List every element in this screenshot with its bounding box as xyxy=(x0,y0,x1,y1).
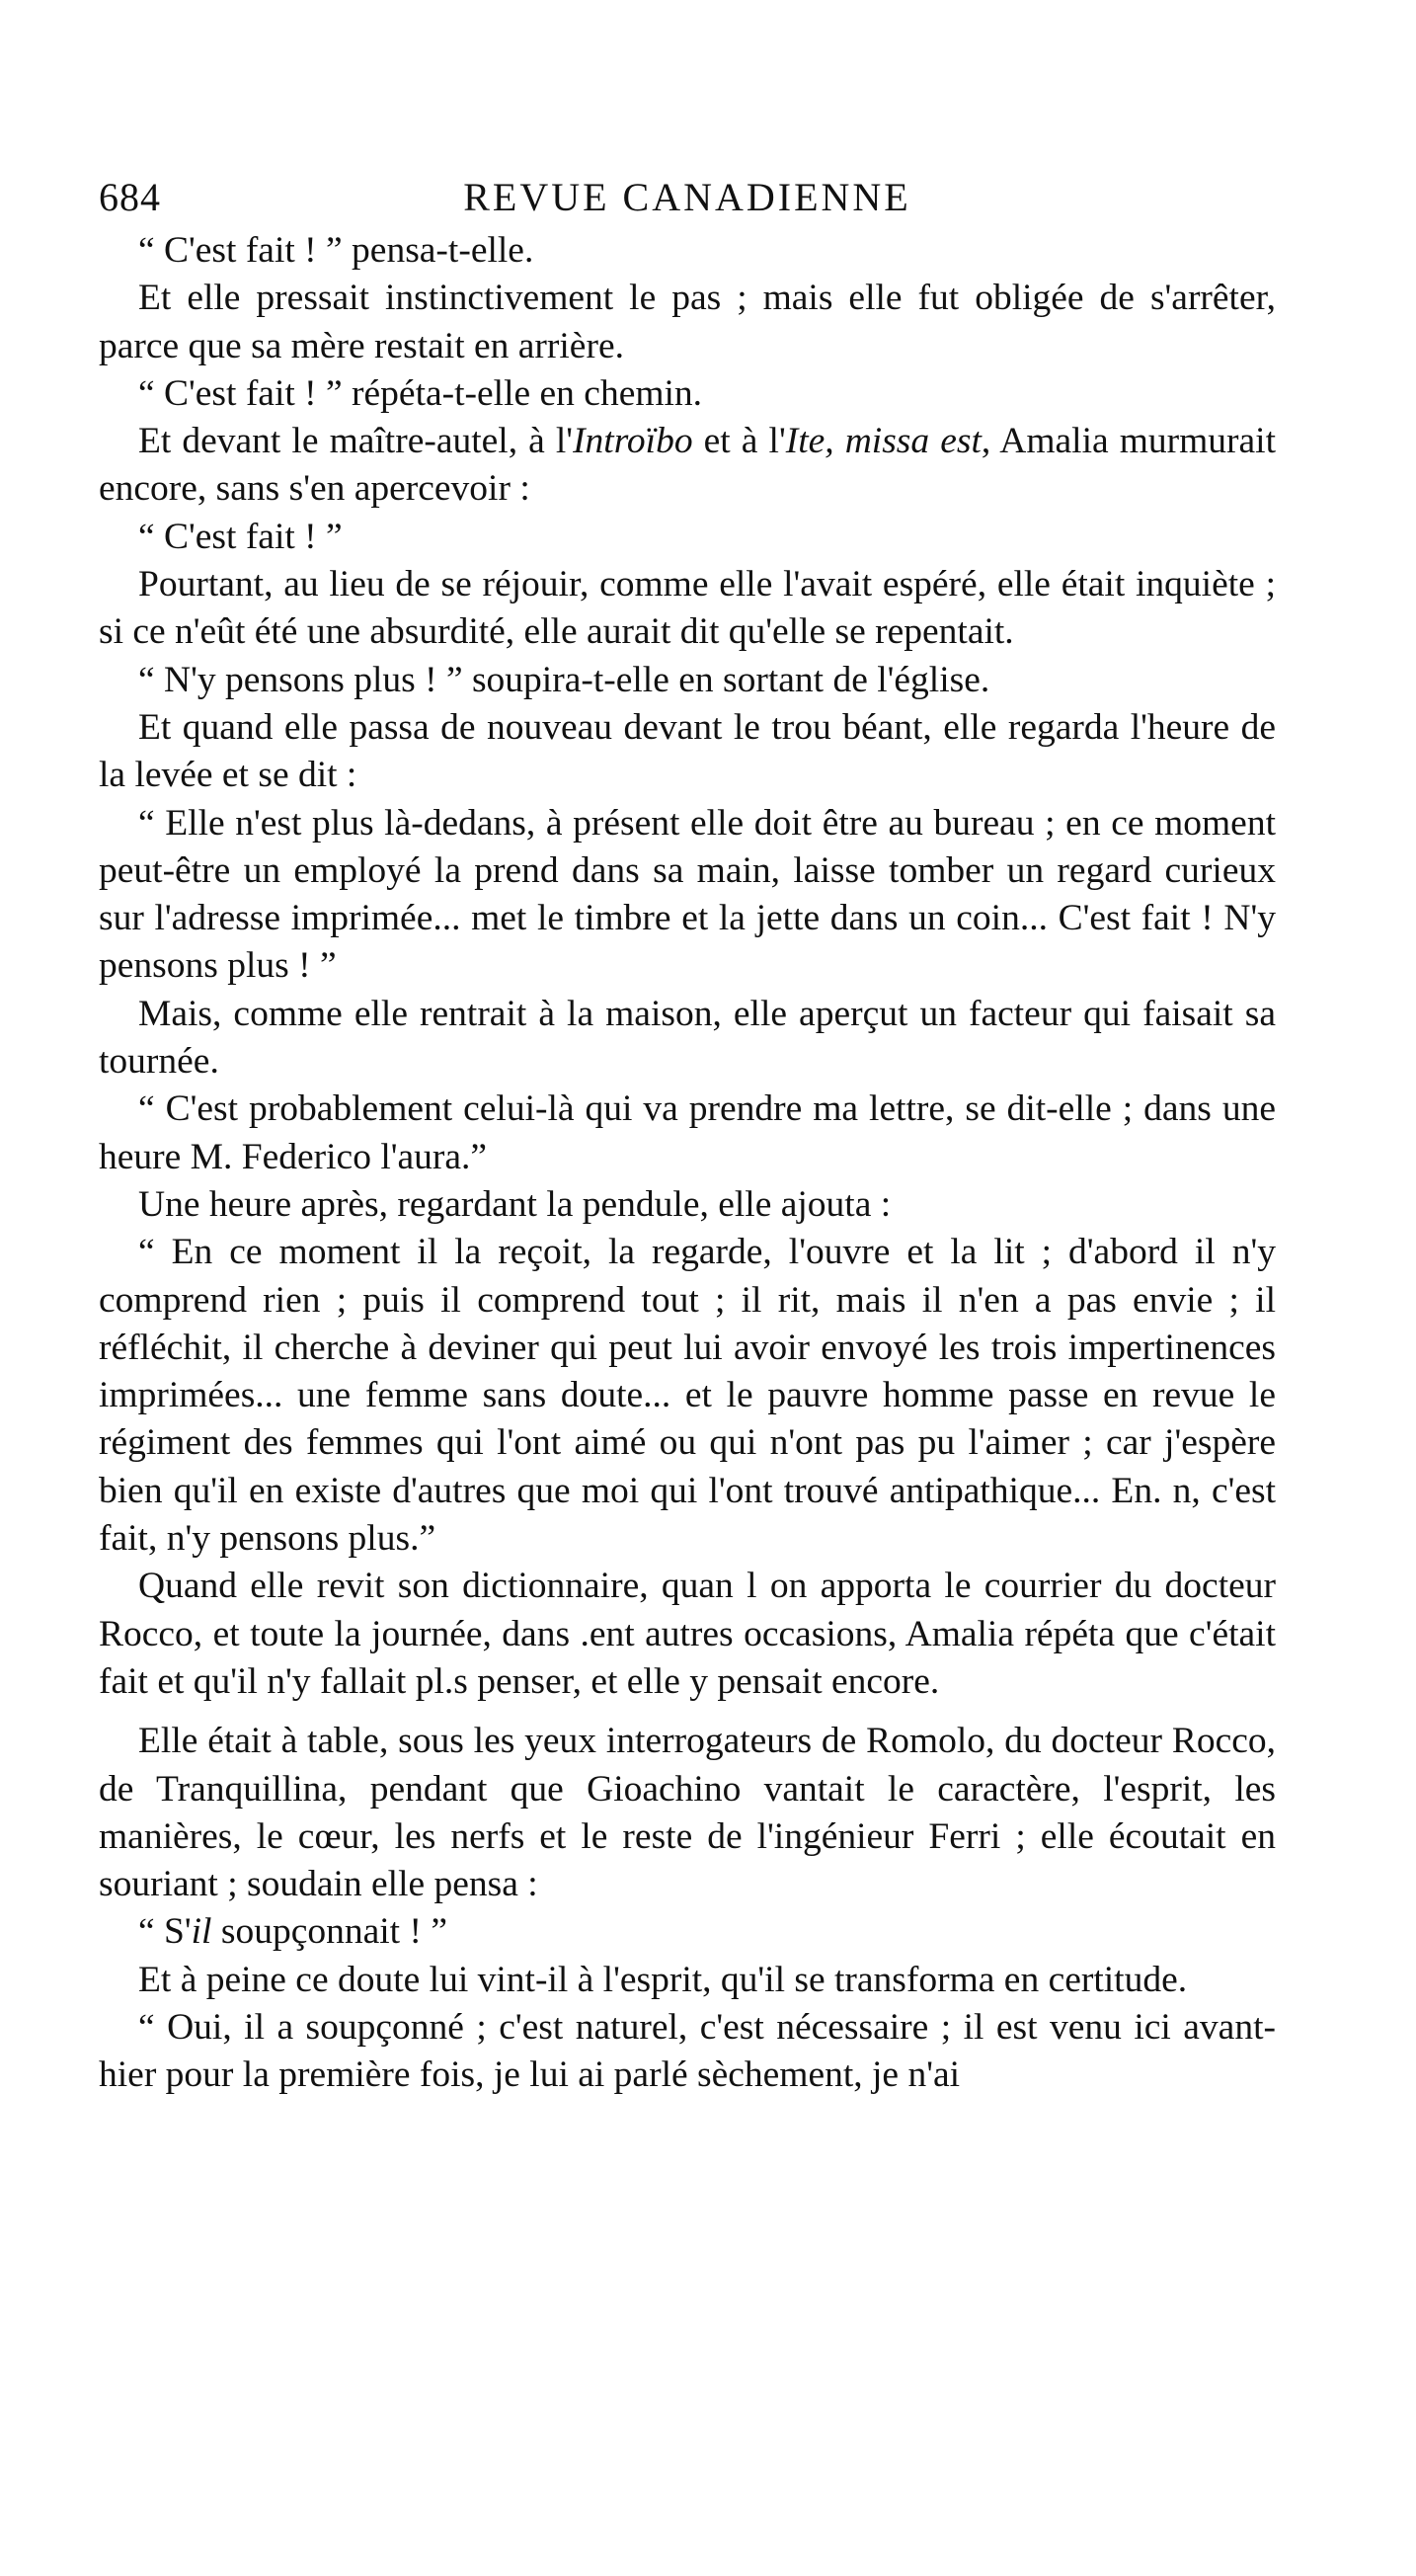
paragraph: “ En ce moment il la reçoit, la regarde, l'ouvre et la lit ; d'abord il n'y comprend rien ; puis il comprend tout ; il rit, mais il n'en a pas envie ; il réfléchit, il cherche à deviner qui peut lui avoir envoyé les trois impertinences imprimées... une femme sans doute... et le pauvre homme passe en revue le régiment des femmes qui l'ont aimé ou qui n'ont pas pu l'aimer ; car j'espère bien qu'il en existe d'autres que moi qui l'ont trouvé antipathique... En. n, c'est fait, n'y pensons plus.” xyxy=(99,1232,1276,1560)
paragraph: “ Elle n'est plus là-dedans, à présent elle doit être au bureau ; en ce moment peut-être un employé la prend dans sa main, laisse tomber un regard curieux sur l'adresse imprimée... met le timbre et la jette dans un coin... C'est fait ! N'y pensons plus ! ” xyxy=(99,802,1276,987)
paragraph: Et quand elle passa de nouveau devant le trou béant, elle regarda l'heure de la levée et se dit : xyxy=(99,706,1276,796)
paragraph: Elle était à table, sous les yeux interrogateurs de Romolo, du docteur Rocco, de Tranquillina, pendant que Gioachino vantait le caractère, l'esprit, les manières, le cœur, les nerfs et le reste de l'ingénieur Ferri ; elle écoutait en souriant ; soudain elle pensa : xyxy=(99,1721,1276,1905)
text-run: “ S' xyxy=(138,1911,192,1953)
paragraph: “ C'est fait ! ” répéta-t-elle en chemin. xyxy=(138,372,703,414)
paragraph: “ C'est fait ! ” xyxy=(138,516,343,557)
text-run: Et devant le maître-autel, à l' xyxy=(138,421,574,462)
paragraph: “ N'y pensons plus ! ” soupira-t-elle en sortant de l'église. xyxy=(138,659,990,700)
paragraph: Pourtant, au lieu de se réjouir, comme elle l'avait espéré, elle était inquiète ; si ce n'eût été une absurdité, elle aurait dit qu'elle se repentait. xyxy=(99,564,1276,653)
running-title: REVUE CANADIENNE xyxy=(463,175,911,219)
text-run: soupçonnait ! ” xyxy=(211,1911,447,1953)
page-number: 684 xyxy=(99,175,161,219)
document-page xyxy=(99,166,1276,2100)
text-run: et à l' xyxy=(692,421,786,462)
paragraph xyxy=(99,1908,1276,1956)
paragraph: Quand elle revit son dictionnaire, quan l on apporta le courrier du docteur Rocco, et toute la journée, dans .ent autres occasions, Amalia répéta que c'était fait et qu'il n'y fallait pl.s penser, et elle y pensait encore. xyxy=(99,1566,1276,1702)
text-run: , Amalia murmurait encore, sans s'en apercevoir : xyxy=(99,421,1276,510)
italic-text: Introïbo xyxy=(573,421,693,462)
paragraph: Une heure après, regardant la pendule, elle ajouta : xyxy=(138,1183,892,1225)
paragraph: Et à peine ce doute lui vint-il à l'esprit, qu'il se transforma en certitude. xyxy=(138,1959,1188,2000)
paragraph: Et elle pressait instinctivement le pas ; mais elle fut obligée de s'arrêter, parce que sa mère restait en arrière. xyxy=(99,278,1276,366)
paragraph: “ C'est probablement celui-là qui va prendre ma lettre, se dit-elle ; dans une heure M. Federico l'aura.” xyxy=(99,1088,1276,1177)
paragraph: “ Oui, il a soupçonné ; c'est naturel, c'est nécessaire ; il est venu ici avant-hier pour la première fois, je lui ai parlé sèchement, je n'ai xyxy=(99,2006,1276,2096)
body-text xyxy=(99,227,1276,2100)
italic-text: Ite, missa est xyxy=(785,421,982,462)
paragraph: Mais, comme elle rentrait à la maison, elle aperçut un facteur qui faisait sa tournée. xyxy=(99,993,1276,1083)
paragraph: “ C'est fait ! ” pensa-t-elle. xyxy=(138,230,534,271)
italic-text: il xyxy=(191,1911,212,1953)
paragraph xyxy=(99,418,1276,514)
page-header xyxy=(99,166,1276,225)
